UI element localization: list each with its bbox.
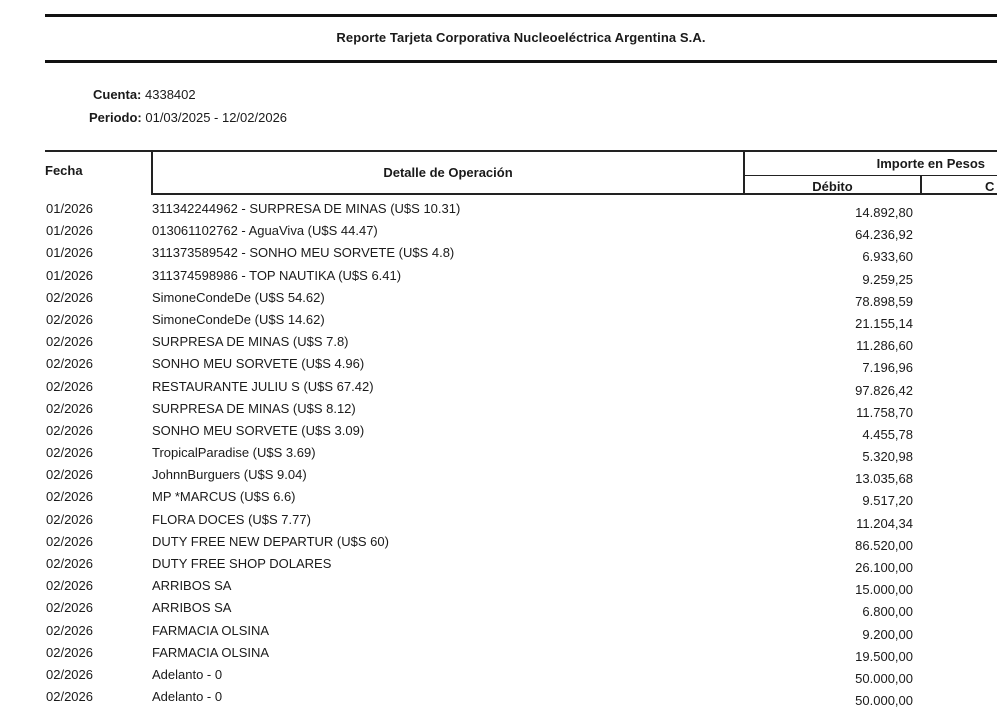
debito-cell: 9.259,25 <box>862 271 913 287</box>
detalle-cell: MP *MARCUS (U$S 6.6) <box>152 489 296 505</box>
fecha-cell: 02/2026 <box>46 622 93 638</box>
fecha-cell: 02/2026 <box>46 356 93 372</box>
table-row <box>0 288 997 310</box>
table-row <box>0 354 997 376</box>
debito-cell: 50.000,00 <box>855 693 913 709</box>
table-row <box>0 399 997 421</box>
detalle-cell: 311373589542 - SONHO MEU SORVETE (U$S 4.8) <box>152 245 455 261</box>
detalle-cell: DUTY FREE SHOP DOLARES <box>152 556 332 571</box>
detalle-cell: DUTY FREE NEW DEPARTUR (U$S 60) <box>152 533 389 549</box>
column-header-detalle: Detalle de Operación <box>383 165 513 180</box>
fecha-cell: 02/2026 <box>46 578 93 594</box>
debito-cell: 97.826,42 <box>855 382 913 398</box>
debito-cell: 6.800,00 <box>862 604 913 620</box>
detalle-cell: SURPRESA DE MINAS (U$S 8.12) <box>152 400 356 416</box>
table-row <box>0 532 997 554</box>
debito-cell: 9.200,00 <box>862 626 913 642</box>
debito-cell: 14.892,80 <box>855 205 913 220</box>
detalle-cell: SimoneCondeDe (U$S 14.62) <box>152 311 325 327</box>
table-row <box>0 421 997 443</box>
table-row <box>0 243 997 265</box>
table-row <box>0 665 997 687</box>
cuenta-value: 4338402 <box>145 87 196 102</box>
debito-cell: 19.500,00 <box>855 648 913 664</box>
detalle-cell: FARMACIA OLSINA <box>152 622 270 638</box>
debito-cell: 11.286,60 <box>856 338 913 354</box>
detalle-cell: FLORA DOCES (U$S 7.77) <box>152 511 311 527</box>
table-row <box>0 510 997 532</box>
debito-cell: 7.196,96 <box>862 360 913 376</box>
table-row <box>0 199 997 221</box>
debito-cell: 6.933,60 <box>862 249 913 265</box>
table-row <box>0 687 997 709</box>
fecha-cell: 02/2026 <box>46 311 93 327</box>
table-row <box>0 221 997 243</box>
detalle-cell: RESTAURANTE JULIU S (U$S 67.42) <box>152 378 374 394</box>
cuenta-line <box>93 87 196 102</box>
detalle-cell: Adelanto - 0 <box>152 689 223 705</box>
debito-cell: 15.000,00 <box>855 582 913 598</box>
debito-cell: 9.517,20 <box>862 493 913 509</box>
table-row <box>0 643 997 665</box>
fecha-cell: 02/2026 <box>46 445 93 461</box>
detalle-cell: FARMACIA OLSINA <box>152 644 270 660</box>
debito-cell: 5.320,98 <box>862 449 913 465</box>
detalle-cell: JohnnBurguers (U$S 9.04) <box>152 467 307 483</box>
fecha-cell: 02/2026 <box>46 334 93 350</box>
top-rule <box>45 14 997 17</box>
table-row <box>0 554 997 576</box>
fecha-cell: 02/2026 <box>46 556 93 571</box>
column-header-importe: Importe en Pesos <box>876 156 985 171</box>
transactions-table <box>0 199 997 709</box>
debito-cell: 78.898,59 <box>855 293 913 309</box>
fecha-cell: 02/2026 <box>46 666 93 682</box>
table-row <box>0 310 997 332</box>
fecha-cell: 02/2026 <box>46 422 93 438</box>
detalle-cell: SimoneCondeDe (U$S 54.62) <box>152 289 325 305</box>
debito-cell: 50.000,00 <box>855 670 913 686</box>
fecha-cell: 02/2026 <box>46 600 93 616</box>
bottom-rule <box>45 60 997 63</box>
fecha-cell: 02/2026 <box>46 644 93 660</box>
fecha-cell: 01/2026 <box>46 267 93 283</box>
fecha-cell: 02/2026 <box>46 378 93 394</box>
fecha-cell: 01/2026 <box>46 223 93 239</box>
cuenta-label: Cuenta: <box>93 87 142 102</box>
fecha-cell: 02/2026 <box>46 489 93 505</box>
periodo-line <box>89 110 287 125</box>
column-header-credito: C <box>985 179 995 194</box>
table-row <box>0 576 997 598</box>
table-row <box>0 443 997 465</box>
debito-cell: 13.035,68 <box>855 471 913 487</box>
column-header-fecha: Fecha <box>45 163 83 178</box>
debito-cell: 21.155,14 <box>855 315 913 331</box>
periodo-value: 01/03/2025 - 12/02/2026 <box>145 110 288 125</box>
detalle-cell: ARRIBOS SA <box>152 600 232 616</box>
fecha-cell: 02/2026 <box>46 533 93 549</box>
header-divider-debito <box>920 175 922 195</box>
debito-cell: 64.236,92 <box>855 227 913 243</box>
header-subrule <box>743 175 997 176</box>
table-row <box>0 332 997 354</box>
fecha-cell: 02/2026 <box>46 467 93 483</box>
table-row <box>0 465 997 487</box>
table-row <box>0 266 997 288</box>
debito-cell: 4.455,78 <box>862 426 913 442</box>
detalle-cell: SONHO MEU SORVETE (U$S 4.96) <box>152 356 365 372</box>
detalle-cell: SURPRESA DE MINAS (U$S 7.8) <box>152 334 349 350</box>
fecha-cell: 02/2026 <box>46 400 93 416</box>
debito-cell: 26.100,00 <box>855 560 913 575</box>
report-title: Reporte Tarjeta Corporativa Nucleoeléctrica Argentina S.A. <box>336 30 706 45</box>
detalle-cell: 311374598986 - TOP NAUTIKA (U$S 6.41) <box>152 267 402 283</box>
table-row <box>0 621 997 643</box>
column-header-debito: Débito <box>812 179 853 194</box>
debito-cell: 11.758,70 <box>856 404 913 420</box>
fecha-cell: 01/2026 <box>46 201 93 216</box>
detalle-cell: 311342244962 - SURPRESA DE MINAS (U$S 10.31) <box>152 201 461 216</box>
fecha-cell: 02/2026 <box>46 511 93 527</box>
detalle-cell: ARRIBOS SA <box>152 578 232 594</box>
table-row <box>0 377 997 399</box>
debito-cell: 11.204,34 <box>856 515 913 531</box>
header-top-border <box>45 150 997 152</box>
debito-cell: 86.520,00 <box>855 537 913 553</box>
fecha-cell: 02/2026 <box>46 289 93 305</box>
detalle-cell: SONHO MEU SORVETE (U$S 3.09) <box>152 422 365 438</box>
fecha-cell: 02/2026 <box>46 689 93 705</box>
detalle-cell: Adelanto - 0 <box>152 666 223 682</box>
table-row <box>0 598 997 620</box>
table-row <box>0 487 997 509</box>
periodo-label: Periodo: <box>89 110 142 125</box>
fecha-cell: 01/2026 <box>46 245 93 261</box>
detalle-cell: 013061102762 - AguaViva (U$S 44.47) <box>152 223 378 239</box>
detalle-cell: TropicalParadise (U$S 3.69) <box>152 445 316 461</box>
